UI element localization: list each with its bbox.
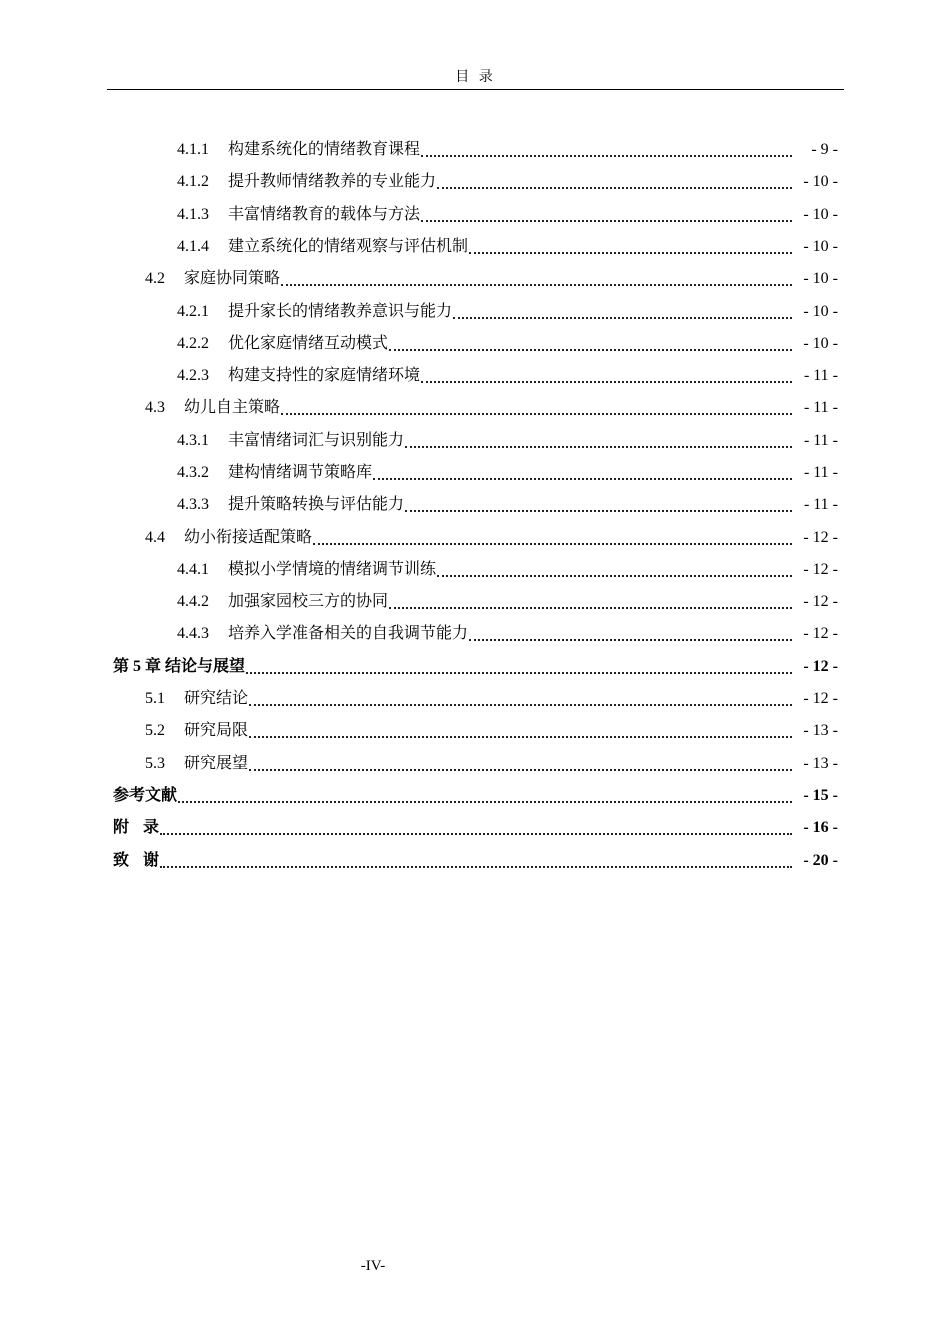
toc-entry-title: 提升家长的情绪教养意识与能力 bbox=[228, 303, 453, 320]
toc-dot-leader bbox=[437, 575, 792, 577]
toc-entry-number: 4.4.1 bbox=[177, 561, 209, 578]
header-title: 目 录 bbox=[455, 70, 496, 85]
toc-entry[interactable] bbox=[113, 651, 838, 683]
toc-entry-title: 结论与展望 bbox=[165, 658, 246, 675]
toc-entry-number: 4.4.3 bbox=[177, 625, 209, 642]
toc-entry-title: 附 录 bbox=[113, 819, 160, 836]
toc-dot-leader bbox=[249, 736, 792, 738]
toc-entry-title: 幼小衔接适配策略 bbox=[184, 529, 313, 546]
toc-entry[interactable] bbox=[177, 489, 838, 521]
toc-entry-title: 建立系统化的情绪观察与评估机制 bbox=[228, 238, 469, 255]
toc-entry-number: 4.3.3 bbox=[177, 496, 209, 513]
toc-entry[interactable] bbox=[177, 586, 838, 618]
toc-entry[interactable] bbox=[177, 618, 838, 650]
toc-entry-number: 4.1.4 bbox=[177, 238, 209, 255]
toc-dot-leader bbox=[389, 349, 792, 351]
toc-entry-title: 培养入学准备相关的自我调节能力 bbox=[228, 625, 469, 642]
page-header bbox=[107, 68, 844, 90]
toc-entry-number: 4.1.1 bbox=[177, 141, 209, 158]
toc-entry-title: 提升策略转换与评估能力 bbox=[228, 496, 405, 513]
toc-entry[interactable] bbox=[177, 134, 838, 166]
toc-entry[interactable] bbox=[177, 166, 838, 198]
toc-entry-number: 第 5 章 bbox=[113, 658, 162, 675]
toc-entry-number: 4.3 bbox=[145, 399, 165, 416]
toc-entry-page: - 12 - bbox=[803, 561, 838, 578]
toc-entry-number: 4.2 bbox=[145, 270, 165, 287]
toc-entry-title: 构建系统化的情绪教育课程 bbox=[228, 141, 421, 158]
toc-entry-page: - 10 - bbox=[803, 303, 838, 320]
page-footer bbox=[0, 1258, 746, 1275]
toc-entry-page: - 10 - bbox=[803, 238, 838, 255]
toc-entry[interactable] bbox=[177, 457, 838, 489]
toc-entry[interactable] bbox=[177, 199, 838, 231]
toc-dot-leader bbox=[469, 252, 792, 254]
toc-entry[interactable] bbox=[145, 748, 838, 780]
toc-dot-leader bbox=[437, 187, 792, 189]
toc-entry-number: 4.3.2 bbox=[177, 464, 209, 481]
toc-entry-number: 4.2.1 bbox=[177, 303, 209, 320]
toc-entry-page: - 10 - bbox=[803, 173, 838, 190]
toc-entry-title: 加强家园校三方的协同 bbox=[228, 593, 389, 610]
toc-dot-leader bbox=[178, 801, 792, 803]
toc-dot-leader bbox=[246, 672, 792, 674]
toc-entry-page: - 11 - bbox=[803, 399, 838, 416]
toc-dot-leader bbox=[421, 155, 792, 157]
toc-entry[interactable] bbox=[177, 554, 838, 586]
toc-dot-leader bbox=[281, 284, 792, 286]
toc-entry-title: 参考文献 bbox=[113, 787, 178, 804]
toc-entry-page: - 12 - bbox=[803, 625, 838, 642]
toc-entry[interactable] bbox=[113, 780, 838, 812]
toc-entry-number: 4.3.1 bbox=[177, 432, 209, 449]
toc-entry[interactable] bbox=[177, 231, 838, 263]
toc-entry[interactable] bbox=[145, 392, 838, 424]
toc-entry[interactable] bbox=[113, 845, 838, 877]
toc-entry-title: 研究结论 bbox=[184, 690, 249, 707]
toc-entry-title: 研究展望 bbox=[184, 755, 249, 772]
toc-entry-page: - 13 - bbox=[803, 722, 838, 739]
toc-dot-leader bbox=[421, 381, 792, 383]
toc-entry-title: 幼儿自主策略 bbox=[184, 399, 281, 416]
toc-entry-number: 4.4 bbox=[145, 529, 165, 546]
toc-entry-title: 优化家庭情绪互动模式 bbox=[228, 335, 389, 352]
toc-entry-title: 研究局限 bbox=[184, 722, 249, 739]
toc-entry-page: - 15 - bbox=[803, 787, 838, 804]
toc-dot-leader bbox=[421, 220, 792, 222]
toc-entry-number: 4.4.2 bbox=[177, 593, 209, 610]
toc-dot-leader bbox=[469, 639, 792, 641]
toc-entry-page: - 12 - bbox=[803, 529, 838, 546]
toc-dot-leader bbox=[160, 866, 792, 868]
toc-entry-number: 5.2 bbox=[145, 722, 165, 739]
toc-dot-leader bbox=[249, 704, 792, 706]
page-number: -IV- bbox=[360, 1258, 386, 1274]
toc-entry-page: - 12 - bbox=[803, 690, 838, 707]
toc-entry[interactable] bbox=[177, 360, 838, 392]
toc-entry[interactable] bbox=[177, 296, 838, 328]
toc-entry-page: - 11 - bbox=[803, 367, 838, 384]
toc-entry-page: - 11 - bbox=[803, 496, 838, 513]
toc-entry-page: - 12 - bbox=[803, 658, 838, 675]
toc-entry-page: - 10 - bbox=[803, 335, 838, 352]
toc-entry-page: - 12 - bbox=[803, 593, 838, 610]
toc-dot-leader bbox=[405, 446, 792, 448]
toc-entry-page: - 16 - bbox=[803, 819, 838, 836]
toc-entry-page: - 11 - bbox=[803, 464, 838, 481]
toc-entry-number: 4.1.3 bbox=[177, 206, 209, 223]
toc-dot-leader bbox=[405, 510, 792, 512]
toc-entry-page: - 13 - bbox=[803, 755, 838, 772]
toc-entry-number: 5.3 bbox=[145, 755, 165, 772]
toc-entry[interactable] bbox=[145, 522, 838, 554]
toc-entry-title: 建构情绪调节策略库 bbox=[228, 464, 373, 481]
toc-entry-title: 家庭协同策略 bbox=[184, 270, 281, 287]
toc-entry-title: 致 谢 bbox=[113, 852, 160, 869]
toc-entry-title: 模拟小学情境的情绪调节训练 bbox=[228, 561, 437, 578]
toc-dot-leader bbox=[160, 833, 792, 835]
toc-entry[interactable] bbox=[145, 683, 838, 715]
toc-entry-page: - 9 - bbox=[811, 141, 838, 158]
toc-dot-leader bbox=[313, 543, 792, 545]
toc-entry-page: - 11 - bbox=[803, 432, 838, 449]
toc-entry-title: 提升教师情绪教养的专业能力 bbox=[228, 173, 437, 190]
toc-entry-number: 4.2.3 bbox=[177, 367, 209, 384]
toc-entry-title: 丰富情绪教育的载体与方法 bbox=[228, 206, 421, 223]
toc-entry-page: - 10 - bbox=[803, 270, 838, 287]
toc-dot-leader bbox=[281, 413, 792, 415]
toc-entry-number: 5.1 bbox=[145, 690, 165, 707]
toc-entry-page: - 10 - bbox=[803, 206, 838, 223]
toc-entry[interactable] bbox=[145, 715, 838, 747]
toc-dot-leader bbox=[373, 478, 792, 480]
toc-entry[interactable] bbox=[177, 425, 838, 457]
toc-entry[interactable] bbox=[145, 263, 838, 295]
toc-entry-title: 构建支持性的家庭情绪环境 bbox=[228, 367, 421, 384]
toc-entry-number: 4.1.2 bbox=[177, 173, 209, 190]
toc-dot-leader bbox=[249, 769, 792, 771]
toc-dot-leader bbox=[389, 607, 792, 609]
toc-entry-number: 4.2.2 bbox=[177, 335, 209, 352]
toc-dot-leader bbox=[453, 317, 792, 319]
toc-entry-title: 丰富情绪词汇与识别能力 bbox=[228, 432, 405, 449]
toc-entry[interactable] bbox=[113, 812, 838, 844]
toc-entry-page: - 20 - bbox=[803, 852, 838, 869]
toc-entry[interactable] bbox=[177, 328, 838, 360]
